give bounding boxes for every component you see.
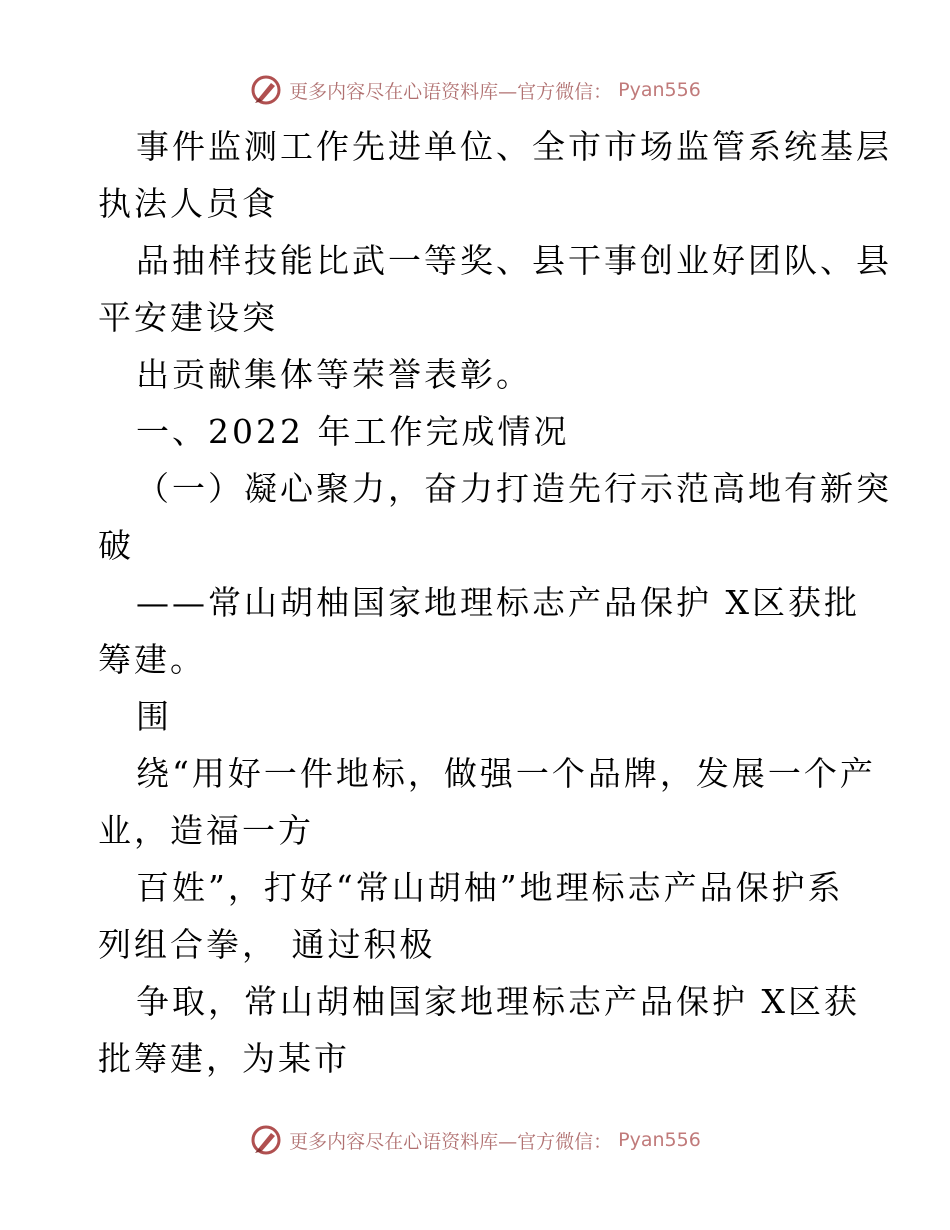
- watermark-text: 更多内容尽在心语资料库—官方微信：: [289, 1130, 613, 1153]
- text-line: 事件监测工作先进单位、全市市场监管系统基层: [136, 127, 892, 166]
- text-line: 平安建设突: [98, 298, 278, 337]
- watermark-contact: Pyan556: [618, 79, 701, 101]
- pen-logo-icon: [249, 73, 283, 107]
- text-line: 品抽样技能比武一等奖、县干事创业好团队、县: [136, 241, 892, 280]
- text-line: 执法人员食: [98, 184, 278, 223]
- text-line: 破: [98, 526, 134, 565]
- text-line: ——常山胡柚国家地理标志产品保护 X区获批: [136, 583, 860, 622]
- pen-logo-icon: [249, 1123, 283, 1157]
- text-line: 批筹建，为某市: [98, 1039, 350, 1078]
- text-line: 百姓”，打好“常山胡柚”地理标志产品保护系: [136, 868, 844, 907]
- watermark-text: 更多内容尽在心语资料库—官方微信：: [289, 80, 613, 103]
- watermark-contact: Pyan556: [618, 1129, 701, 1151]
- text-line: 一、2022 年工作完成情况: [136, 412, 570, 451]
- footer-watermark: [0, 1120, 950, 1160]
- header-watermark: [0, 70, 950, 110]
- text-line: 出贡献集体等荣誉表彰。: [136, 355, 532, 394]
- text-line: 绕“用好一件地标，做强一个品牌，发展一个产: [136, 754, 876, 793]
- text-line: 争取，常山胡柚国家地理标志产品保护 X区获: [136, 982, 860, 1021]
- text-line: 围: [136, 697, 172, 736]
- text-line: （一）凝心聚力，奋力打造先行示范高地有新突: [136, 469, 892, 508]
- document-body: [98, 118, 892, 1087]
- text-line: 列组合拳， 通过积极: [98, 925, 436, 964]
- text-line: 筹建。: [98, 640, 206, 679]
- text-line: 业，造福一方: [98, 811, 314, 850]
